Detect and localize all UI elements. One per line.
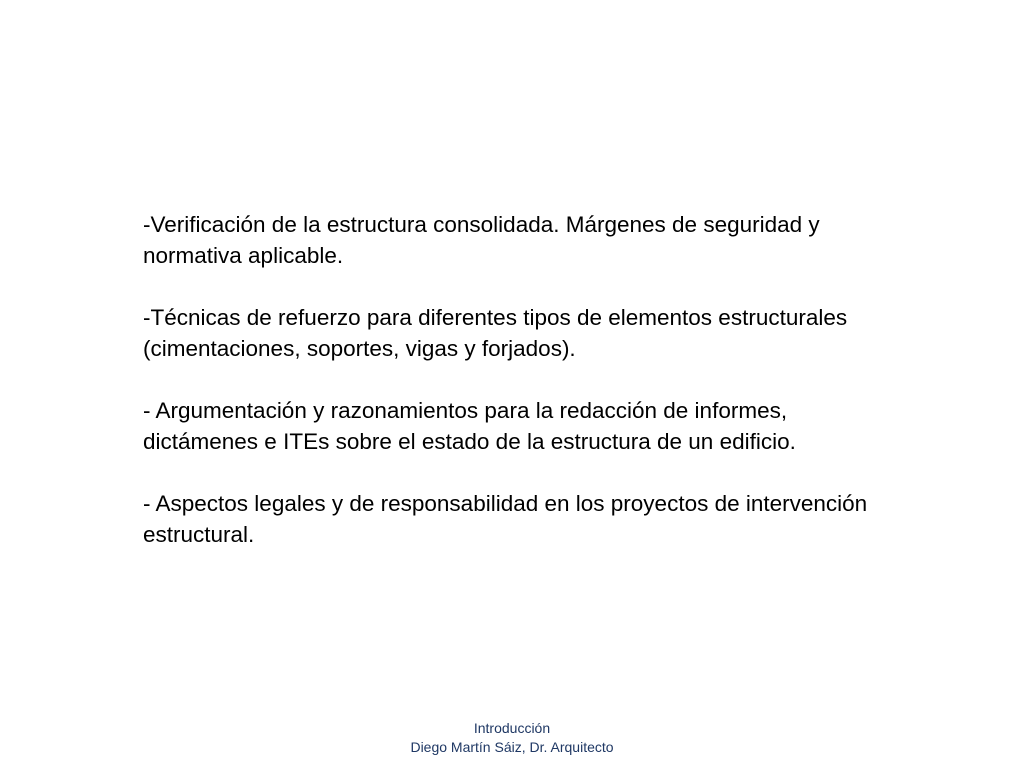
bullet-aspectos-legales: - Aspectos legales y de responsabilidad en los proyectos de intervención estructural. (143, 491, 868, 547)
footer-author: Diego Martín Sáiz, Dr. Arquitecto (410, 739, 614, 755)
slide-content (143, 209, 888, 550)
bullet-tecnicas-refuerzo: -Técnicas de refuerzo para diferentes tipos de elementos estructurales (cimentaciones, soportes, vigas y forjados). (143, 305, 848, 361)
slide-footer (362, 719, 662, 757)
footer-section-title: Introducción (473, 720, 551, 736)
bullet-argumentacion: - Argumentación y razonamientos para la redacción de informes, dictámenes e ITEs sobre el estado de la estructura de un edificio. (143, 398, 796, 454)
bullet-verificacion: -Verificación de la estructura consolidada. Márgenes de seguridad y normativa aplicable. (143, 212, 820, 268)
